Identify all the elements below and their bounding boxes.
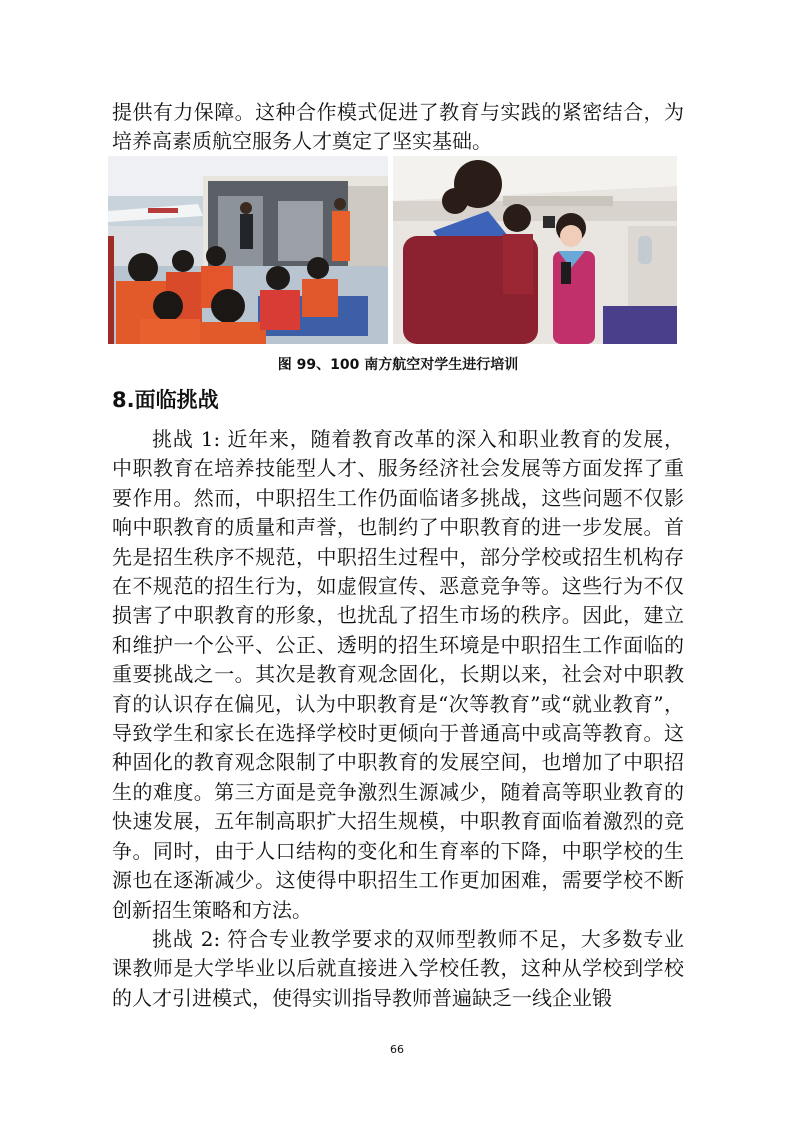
intro-paragraph: 提供有力保障。这种合作模式促进了教育与实践的紧密结合，为培养高素质航空服务人才奠定了坚实基础。 bbox=[112, 100, 684, 154]
training-photo-classroom bbox=[108, 156, 388, 344]
training-photo-cabin bbox=[393, 156, 677, 344]
challenge-2-paragraph: 挑战 2: 符合专业教学要求的双师型教师不足，大多数专业课教师是大学毕业以后就直接进入学校任教，这种从学校到学校的人才引进模式，使得实训指导教师普遍缺乏一线企业锻 bbox=[112, 927, 684, 1010]
challenge-1-paragraph: 挑战 1: 近年来，随着教育改革的深入和职业教育的发展，中职教育在培养技能型人才、服务经济社会发展等方面发挥了重要作用。然而，中职招生工作仍面临诸多挑战，这些问题不仅影响中职教育的质量和声誉，也制约了中职教育的进一步发展。首先是招生秩序不规范，中职招生过程中，部分学校或招生机构存在不规范的招生行为，如虚假宣传、恶意竞争等。这些行为不仅损害了中职教育的形象，也扰乱了招生市场的秩序。因此，建立和维护一个公平、公正、透明的招生环境是中职招生工作面临的重要挑战之一。其次是教育观念固化，长期以来，社会对中职教育的认识存在偏见，认为中职教育是“次等教育”或“就业教育”，导致学生和家长在选择学校时更倾向于普通高中或高等教育。这种固化的教育观念限制了中职教育的发展空间，也增加了中职招生的难度。第三方面是竞争激烈生源减少，随着高等职业教育的快速发展，五年制高职扩大招生规模，中职教育面临着激烈的竞争。同时，由于人口结构的变化和生育率的下降，中职学校的生源也在逐渐减少。这使得中职招生工作更加困难，需要学校不断创新招生策略和方法。 bbox=[112, 427, 684, 922]
section-heading: 8.面临挑战 bbox=[112, 388, 219, 412]
page-number: 66 bbox=[390, 1043, 404, 1056]
figure-caption: 图 99、100 南方航空对学生进行培训 bbox=[277, 357, 519, 373]
